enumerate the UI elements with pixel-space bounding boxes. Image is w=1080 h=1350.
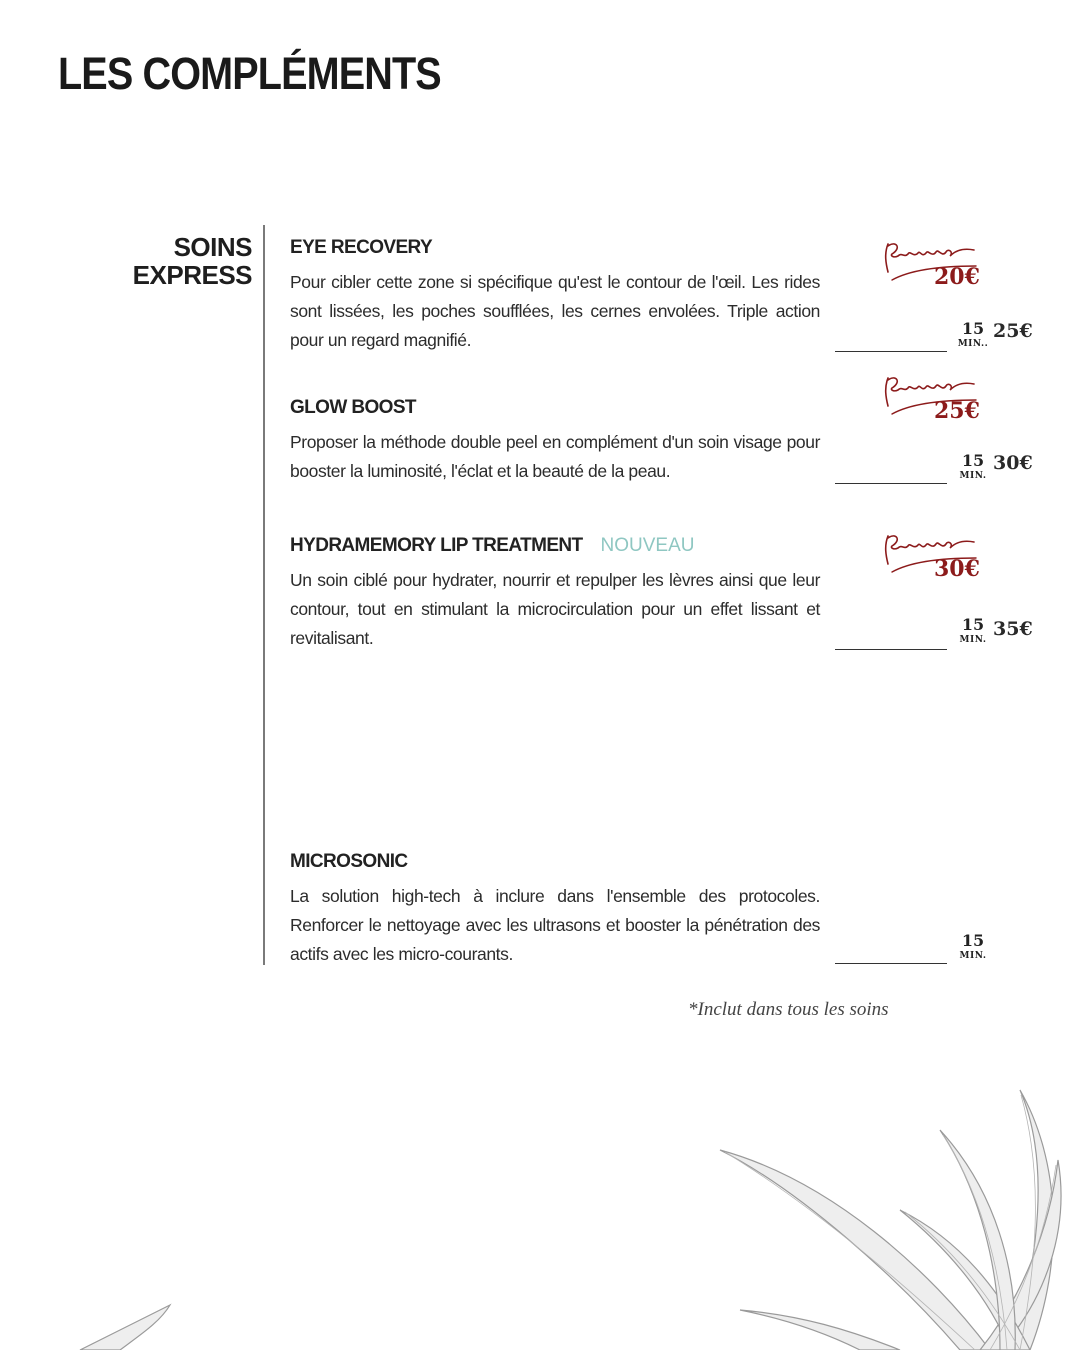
treatment-name: HYDRAMEMORY LIP TREATMENT NOUVEAU <box>290 535 695 556</box>
duration-unit: MIN. <box>959 951 987 961</box>
price-leader-line <box>835 963 947 964</box>
treatment-name: EYE RECOVERY <box>290 237 433 258</box>
treatment-description: Un soin ciblé pour hydrater, nourrir et repulper les lèvres ainsi que leur contour, tout en stimulant la microcirculation pour un effet lissant et revitalisant. <box>290 570 820 648</box>
treatment-name: GLOW BOOST <box>290 397 416 418</box>
price-leader-line <box>835 483 947 484</box>
duration-value: 15 <box>961 615 985 634</box>
duration-value: 15 <box>961 319 985 338</box>
promo-price: 30€ <box>934 556 980 582</box>
promo-tag <box>880 528 990 598</box>
price-leader-line <box>835 649 947 650</box>
section-label-line2: EXPRESS <box>132 260 252 290</box>
promo-price: 25€ <box>934 398 980 424</box>
promo-price: 20€ <box>934 264 980 290</box>
treatment-description: La solution high-tech à inclure dans l'ensemble des protocoles. Renforcer le nettoyage avec les ultrasons et booster la pénétration des actifs avec les micro-courants. <box>290 886 820 964</box>
duration-unit: MIN. <box>959 635 987 645</box>
duration-value: 15 <box>961 931 985 950</box>
section-label-line1: SOINS <box>173 232 252 262</box>
regular-price: 30€ <box>993 452 1033 474</box>
duration <box>953 320 993 350</box>
price-leader-line <box>835 351 947 352</box>
duration-unit: MIN. <box>959 471 987 481</box>
promo-tag <box>880 370 990 440</box>
footnote: *Inclut dans tous les soins <box>688 999 889 1020</box>
regular-price: 25€ <box>993 320 1033 342</box>
duration <box>953 932 993 962</box>
new-badge: NOUVEAU <box>600 535 695 556</box>
treatment-glow-boost <box>290 396 850 486</box>
duration <box>953 452 993 482</box>
regular-price: 35€ <box>993 618 1033 640</box>
treatment-hydramemory <box>290 534 850 653</box>
promo-tag <box>880 236 990 306</box>
duration-unit: MIN.. <box>957 339 989 349</box>
treatment-name: MICROSONIC <box>290 851 408 872</box>
duration <box>953 616 993 646</box>
section-divider <box>263 225 265 965</box>
duration-value: 15 <box>961 451 985 470</box>
page-title: LES COMPLÉMENTS <box>58 48 441 99</box>
treatment-description: Pour cibler cette zone si spécifique qu'est le contour de l'œil. Les rides sont lissées, les poches soufflées, les cernes envolées. Triple action pour un regard magnifié. <box>290 272 820 350</box>
treatment-description: Proposer la méthode double peel en complément d'un soin visage pour booster la luminosité, l'éclat et la beauté de la peau. <box>290 432 820 481</box>
leaves-illustration-icon <box>0 1040 1080 1350</box>
treatment-microsonic <box>290 850 850 969</box>
treatment-eye-recovery <box>290 236 850 355</box>
section-label <box>120 233 252 289</box>
